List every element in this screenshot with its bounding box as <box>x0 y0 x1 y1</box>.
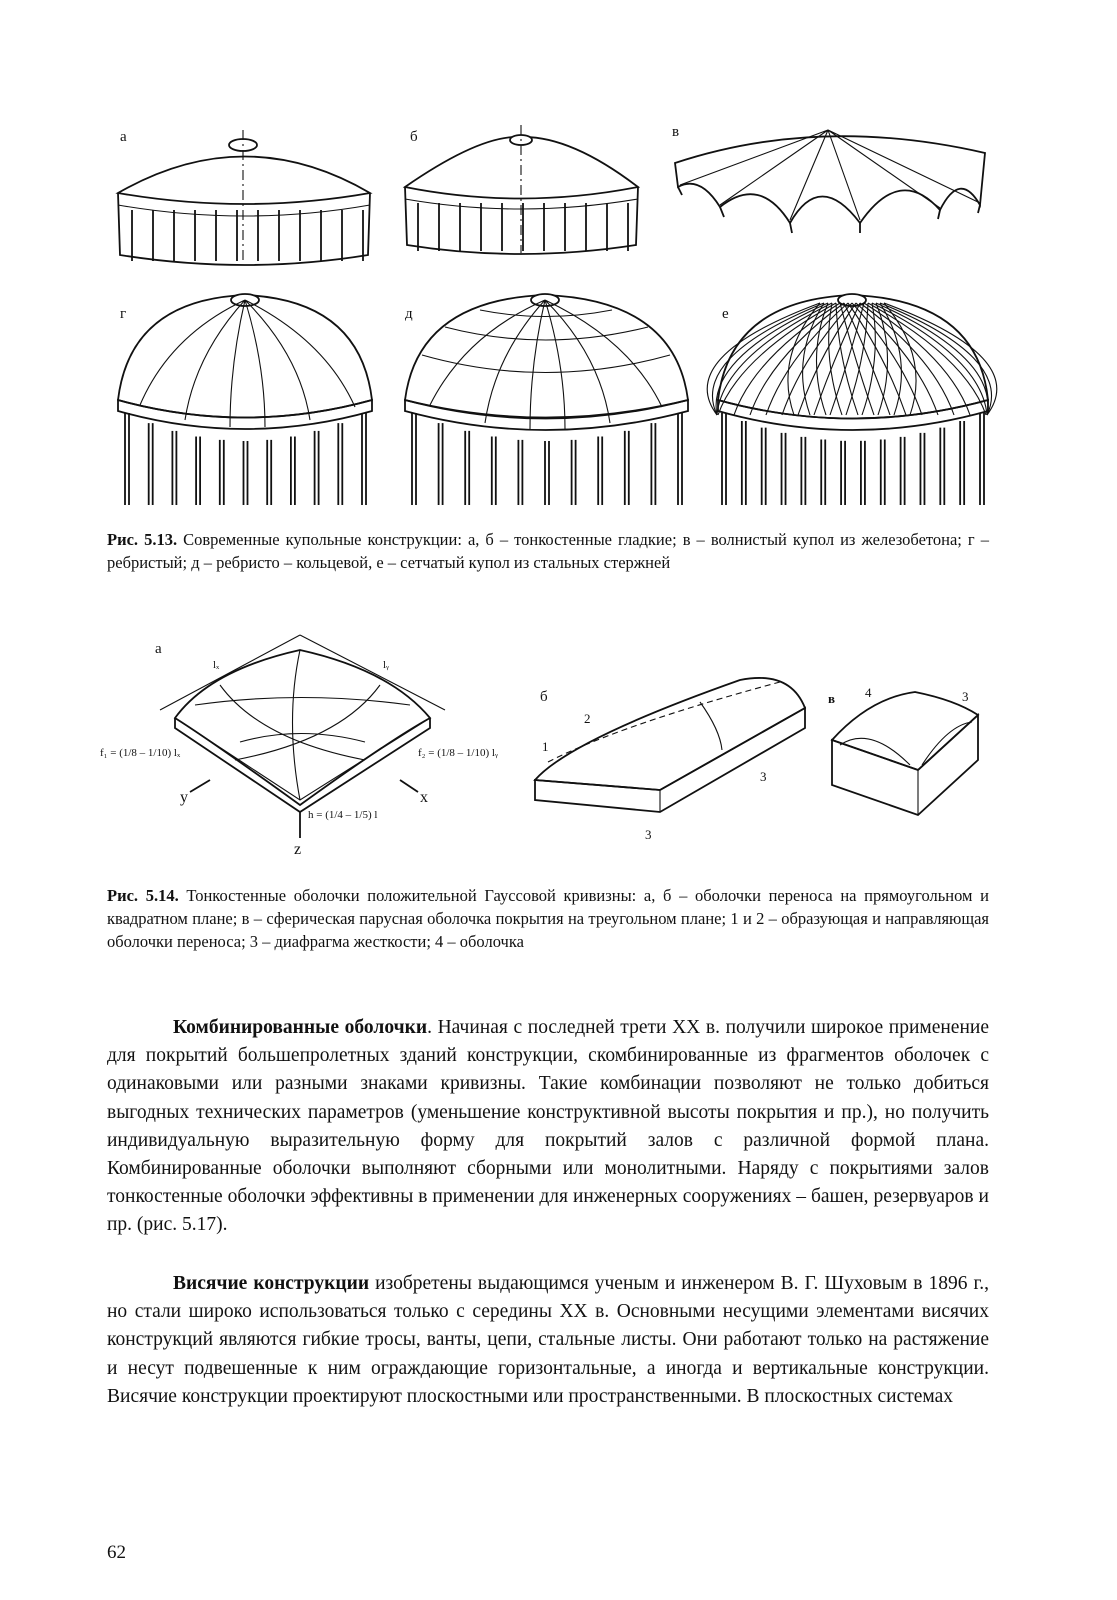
shell-b <box>535 678 805 812</box>
label-a: а <box>120 129 127 145</box>
term-combined-shells: Комбинированные оболочки <box>173 1017 428 1038</box>
caption-label: Рис. 5.13. <box>107 530 178 549</box>
axis-x: x <box>420 789 428 806</box>
callout-3-bottom: 3 <box>645 827 652 842</box>
dome-e <box>707 294 997 505</box>
figure-5-14 <box>100 630 1000 870</box>
term-hanging-structures: Висячие конструкции <box>173 1273 370 1294</box>
dome-v <box>675 130 985 233</box>
figure-5-14-caption <box>107 884 989 953</box>
label-v: в <box>672 124 680 140</box>
paragraph-text: . Начиная с последней трети XX в. получили широкое применение для покрытий большепролетных зданий конструкции, скомбинированные из фрагментов оболочек с одинаковыми или разными знаками кривизны. Такие комбинации позволяют не только добиться выгодных технических параметров (уменьшение конструктивной высоты покрытия и пр.), но получить индивидуальную выразительную форму для покрытий залов с различной формой плана. Комбинированные оболочки выполняют сборными или монолитными. Наряду с покрытиями залов тонкостенные оболочки эффективны в применении для инженерных сооружениях – башен, резервуаров и пр. (рис. 5.17). <box>107 1017 989 1236</box>
callout-1: 1 <box>542 739 549 754</box>
caption-text: Современные купольные конструкции: а, б – тонкостенные гладкие; в – волнистый купол из железобетона; г – ребристый; д – ребристо – кольцевой, е – сетчатый купол из стальных стержней <box>107 530 989 572</box>
callout-3-right: 3 <box>760 769 767 784</box>
label-d: д <box>405 306 413 322</box>
dome-d <box>405 294 688 505</box>
callout-2: 2 <box>584 711 591 726</box>
label-b: б <box>540 689 548 705</box>
shell-c <box>832 689 978 815</box>
caption-text: Тонкостенные оболочки положительной Гауссовой кривизны: а, б – оболочки переноса на прямоугольном и квадратном плане; в – сферическая парусная оболочка покрытия на треугольном плане; 1 и 2 – образующая и направляющая оболочки переноса; 3 – диафрагма жесткости; 4 – оболочка <box>107 886 989 951</box>
paragraph-hanging-structures <box>107 1270 989 1411</box>
label-a: а <box>155 641 162 657</box>
dome-g <box>118 294 372 505</box>
label-v: в <box>828 691 836 706</box>
figure-5-13-caption <box>107 528 989 574</box>
dome-drawings <box>100 115 1000 515</box>
paragraph-text: изобретены выдающимся ученым и инженером В. Г. Шуховым в 1896 г., но стали широко использоваться только с середины XX в. Основными несущими элементами висячих конструкций являются гибкие тросы, ванты, цепи, стальные листы. Они работают только на растяжение и несут подвешенные к ним ограждающие горизонтальные, а иногда и вертикальные конструкции. Висячие конструкции проектируют плоскостными или пространственными. В плоскостных системах <box>107 1273 989 1407</box>
formula-f1: f₁ = (1/8 – 1/10) lₓ <box>100 747 181 759</box>
page-number: 62 <box>107 1542 126 1563</box>
callout-4: 4 <box>865 685 872 700</box>
dim-lx: lₓ <box>213 659 220 671</box>
label-b: б <box>410 129 418 145</box>
formula-h: h = (1/4 – 1/5) l <box>308 809 378 821</box>
axis-y: y <box>180 789 188 806</box>
shell-a <box>160 635 445 838</box>
figure-5-13 <box>100 115 1000 515</box>
dome-b <box>405 125 638 254</box>
shell-drawings <box>100 630 1000 870</box>
label-e: е <box>722 306 729 322</box>
callout-3-c: 3 <box>962 689 969 704</box>
paragraph-combined-shells <box>107 1014 989 1240</box>
dome-a <box>118 130 370 265</box>
axis-z: z <box>294 841 302 858</box>
caption-label: Рис. 5.14. <box>107 886 179 905</box>
dim-ly: lᵧ <box>383 659 389 671</box>
label-g: г <box>120 306 127 322</box>
formula-f2: f₂ = (1/8 – 1/10) lᵧ <box>418 747 498 759</box>
